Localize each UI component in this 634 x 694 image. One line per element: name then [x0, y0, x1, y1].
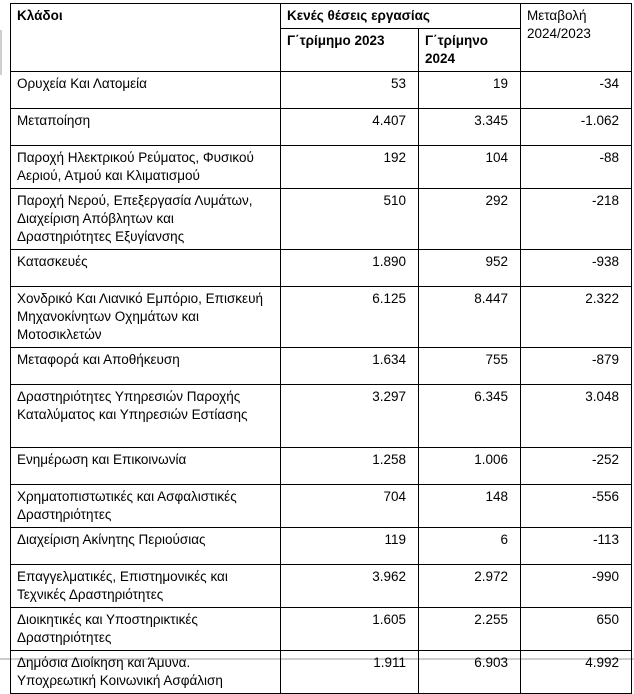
table-header	[11, 4, 632, 72]
q3-2024-cell: 755	[419, 348, 521, 385]
q3-2023-cell: 1.911	[281, 651, 419, 694]
change-cell: 3.048	[521, 385, 632, 448]
change-cell: -34	[521, 72, 632, 109]
header-change: Μεταβολή 2024/2023	[521, 4, 632, 72]
table-row	[11, 348, 632, 385]
table-row	[11, 109, 632, 146]
sector-cell: Μεταποίηση	[11, 109, 281, 146]
q3-2024-cell: 952	[419, 250, 521, 287]
sector-cell: Χονδρικό Και Λιανικό Εμπόριο, Επισκευή Μηχανοκίνητων Οχημάτων και Μοτοσικλετών	[11, 287, 281, 348]
job-vacancies-table	[10, 3, 632, 694]
q3-2023-cell: 3.962	[281, 565, 419, 608]
q3-2023-cell: 1.890	[281, 250, 419, 287]
table-row	[11, 448, 632, 485]
change-cell: -990	[521, 565, 632, 608]
q3-2023-cell: 510	[281, 189, 419, 250]
change-cell: -1.062	[521, 109, 632, 146]
table-row	[11, 287, 632, 348]
q3-2024-cell: 6.345	[419, 385, 521, 448]
header-q3-2024: Γ΄τρίμηνο 2024	[419, 29, 521, 72]
header-q3-2023: Γ΄τρίμημο 2023	[281, 29, 419, 72]
q3-2023-cell: 1.258	[281, 448, 419, 485]
q3-2024-cell: 148	[419, 485, 521, 528]
q3-2023-cell: 6.125	[281, 287, 419, 348]
sector-cell: Δημόσια Διοίκηση και Άμυνα. Υποχρεωτική Κοινωνική Ασφάλιση	[11, 651, 281, 694]
sector-cell: Διοικητικές και Υποστηρικτικές Δραστηριότητες	[11, 608, 281, 651]
q3-2024-cell: 2.972	[419, 565, 521, 608]
q3-2024-cell: 292	[419, 189, 521, 250]
change-cell: 4.992	[521, 651, 632, 694]
q3-2024-cell: 19	[419, 72, 521, 109]
q3-2024-cell: 6	[419, 528, 521, 565]
change-cell: -88	[521, 146, 632, 189]
table-row	[11, 189, 632, 250]
q3-2023-cell: 1.634	[281, 348, 419, 385]
sector-cell: Ορυχεία Και Λατομεία	[11, 72, 281, 109]
sector-cell: Δραστηριότητες Υπηρεσιών Παροχής Καταλύματος και Υπηρεσιών Εστίασης	[11, 385, 281, 448]
q3-2023-cell: 1.605	[281, 608, 419, 651]
change-cell: 650	[521, 608, 632, 651]
sector-cell: Παροχή Νερού, Επεξεργασία Λυμάτων, Διαχείριση Απόβλητων και Δραστηριότητες Εξυγίανσης	[11, 189, 281, 250]
table-row	[11, 72, 632, 109]
table-row	[11, 485, 632, 528]
table-row	[11, 651, 632, 694]
table-row	[11, 608, 632, 651]
q3-2024-cell: 1.006	[419, 448, 521, 485]
scan-artifact-left	[0, 30, 2, 75]
change-cell: -556	[521, 485, 632, 528]
q3-2024-cell: 8.447	[419, 287, 521, 348]
sector-cell: Κατασκευές	[11, 250, 281, 287]
table-row	[11, 528, 632, 565]
change-cell: -938	[521, 250, 632, 287]
q3-2023-cell: 4.407	[281, 109, 419, 146]
sector-cell: Διαχείριση Ακίνητης Περιούσιας	[11, 528, 281, 565]
table-row	[11, 146, 632, 189]
header-vacancies-group: Κενές θέσεις εργασίας	[281, 4, 521, 29]
q3-2024-cell: 104	[419, 146, 521, 189]
q3-2023-cell: 192	[281, 146, 419, 189]
change-cell: -113	[521, 528, 632, 565]
header-sectors: Κλάδοι	[11, 4, 281, 72]
table-body	[11, 72, 632, 694]
change-cell: -879	[521, 348, 632, 385]
sector-cell: Ενημέρωση και Επικοινωνία	[11, 448, 281, 485]
q3-2024-cell: 6.903	[419, 651, 521, 694]
table-row	[11, 385, 632, 448]
sector-cell: Χρηματοπιστωτικές και Ασφαλιστικές Δραστηριότητες	[11, 485, 281, 528]
change-cell: 2.322	[521, 287, 632, 348]
header-row-top	[11, 4, 632, 29]
sector-cell: Επαγγελματικές, Επιστημονικές και Τεχνικές Δραστηριότητες	[11, 565, 281, 608]
q3-2024-cell: 2.255	[419, 608, 521, 651]
q3-2023-cell: 3.297	[281, 385, 419, 448]
change-cell: -218	[521, 189, 632, 250]
sector-cell: Παροχή Ηλεκτρικού Ρεύματος, Φυσικού Αεριού, Ατμού και Κλιματισμού	[11, 146, 281, 189]
table-row	[11, 250, 632, 287]
q3-2024-cell: 3.345	[419, 109, 521, 146]
q3-2023-cell: 704	[281, 485, 419, 528]
table-row	[11, 565, 632, 608]
sector-cell: Μεταφορά και Αποθήκευση	[11, 348, 281, 385]
q3-2023-cell: 119	[281, 528, 419, 565]
change-cell: -252	[521, 448, 632, 485]
q3-2023-cell: 53	[281, 72, 419, 109]
